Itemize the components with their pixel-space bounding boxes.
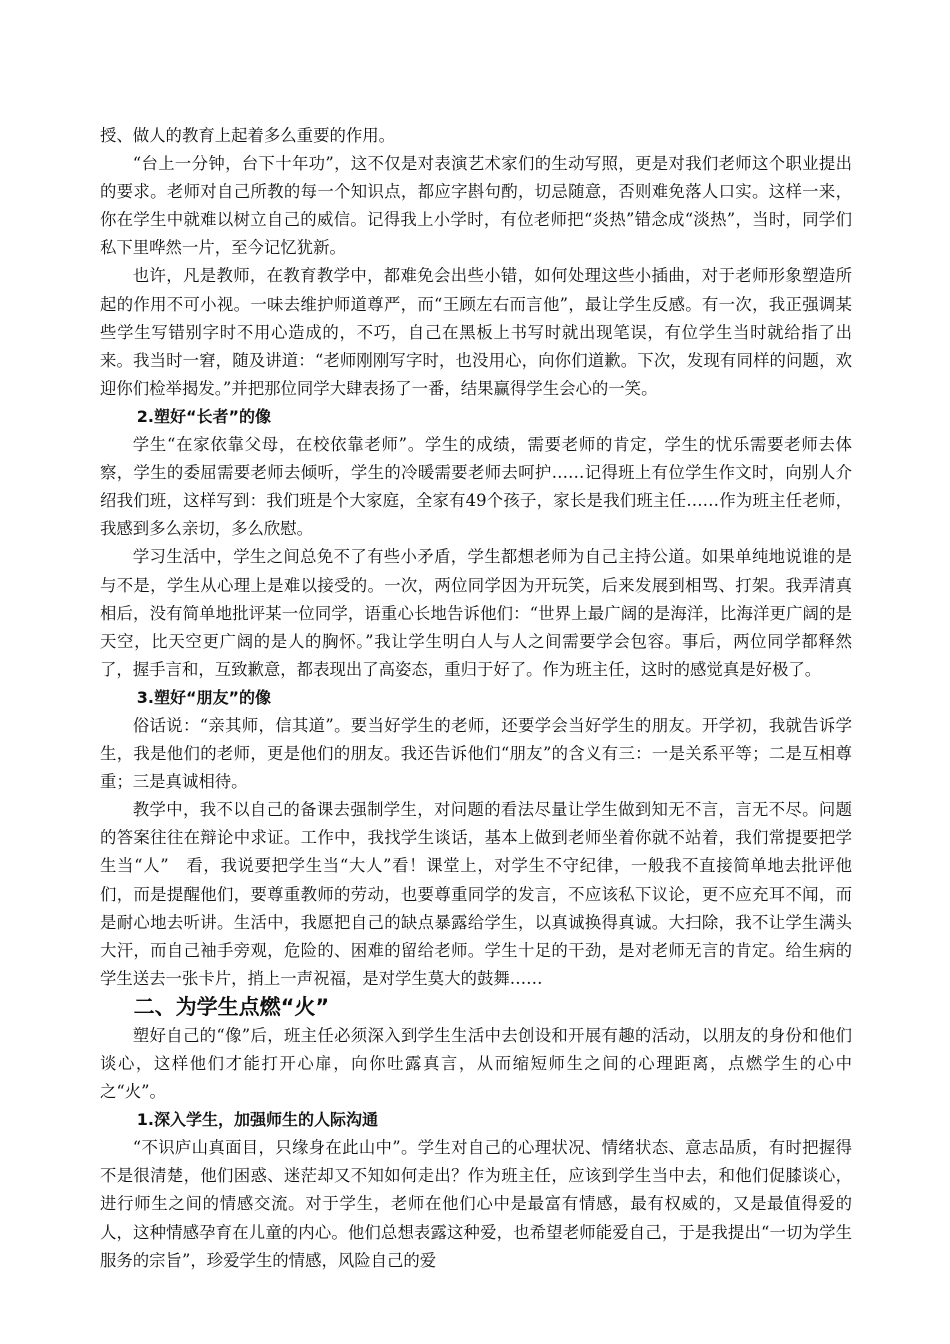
paragraph-3: 也许，凡是教师，在教育教学中，都难免会出些小错，如何处理这些小插曲，对于老师形象塑造所起的作用不可小视。一味去维护师道尊严，而“王顾左右而言他”，最让学生反感。有一次，我正强调某些学生写错别字时不用心造成的，不巧，自己在黑板上书写时就出现笔误，有位学生当时就给指了出来。我当时一窘，随及讲道：“老师刚刚写字时，也没用心，向你们道歉。下次，发现有同样的问题，欢迎你们检举揭发。”并把那位同学大肆表扬了一番，结果赢得学生会心的一笑。 <box>100 266 852 398</box>
paragraph-2: “台上一分钟，台下十年功”，这不仅是对表演艺术家们的生动写照，更是对我们老师这个职业提出的要求。老师对自己所教的每一个知识点，都应字斟句酌，切忌随意，否则难免落人口实。这样一来，你在学生中就难以树立自己的威信。记得我上小学时，有位老师把“炎热”错念成“淡热”，当时，同学们私下里哗然一片，至今记忆犹新。 <box>100 154 852 258</box>
paragraph-4: 学生“在家依靠父母，在校依靠老师”。学生的成绩，需要老师的肯定，学生的忧乐需要老师去体察，学生的委屈需要老师去倾听，学生的冷暖需要老师去呵护……记得班上有位学生作文时，向别人介绍我们班，这样写到：我们班是个大家庭，全家有49个孩子，家长是我们班主任……作为班主任老师，我感到多么亲切，多么欣慰。 <box>100 435 852 539</box>
subheading-2: 2.塑好“长者”的像 <box>136 406 272 426</box>
paragraph-8: 塑好自己的“像”后，班主任必须深入到学生生活中去创设和开展有趣的活动，以朋友的身份和他们谈心，这样他们才能打开心扉，向你吐露真言，从而缩短师生之间的心理距离，点燃学生的心中之“火”。 <box>100 1025 852 1102</box>
document-page <box>100 122 852 1275</box>
subheading-3: 3.塑好“朋友”的像 <box>136 687 272 707</box>
paragraph-7: 教学中，我不以自己的备课去强制学生，对问题的看法尽量让学生做到知无不言，言无不尽。问题的答案往往在辩论中求证。工作中，我找学生谈话，基本上做到老师坐着你就不站着，我们常提要把学生当“人” 看，我说要把学生当“大人”看！课堂上，对学生不守纪律，一般我不直接简单地去批评他们，而是提醒他们，要尊重教师的劳动，也要尊重同学的发言，不应该私下议论，更不应充耳不闻，而是耐心地去听讲。生活中，我愿把自己的缺点暴露给学生，以真诚换得真诚。大扫除，我不让学生满头大汗，而自己袖手旁观，危险的、困难的留给老师。学生十足的干劲，是对老师无言的肯定。给生病的学生送去一张卡片，捎上一声祝福，是对学生莫大的鼓舞…… <box>100 800 852 988</box>
paragraph-5: 学习生活中，学生之间总免不了有些小矛盾，学生都想老师为自己主持公道。如果单纯地说谁的是与不是，学生从心理上是难以接受的。一次，两位同学因为开玩笑，后来发展到相骂、打架。我弄清真相后，没有简单地批评某一位同学，语重心长地告诉他们：“世界上最广阔的是海洋，比海洋更广阔的是天空，比天空更广阔的是人的胸怀。”我让学生明白人与人之间需要学会包容。事后，两位同学都释然了，握手言和，互致歉意，都表现出了高姿态，重归于好了。作为班主任，这时的感觉真是好极了。 <box>100 547 852 679</box>
paragraph-9: “不识庐山真面目，只缘身在此山中”。学生对自己的心理状况、情绪状态、意志品质，有时把握得不是很清楚，他们困惑、迷茫却又不知如何走出？作为班主任，应该到学生当中去，和他们促膝谈心，进行师生之间的情感交流。对于学生，老师在他们心中是最富有情感，最有权威的，又是最值得爱的人，这种情感孕育在儿童的内心。他们总想表露这种爱，也希望老师能爱自己，于是我提出“一切为学生服务的宗旨”，珍爱学生的情感，风险自己的爱 <box>100 1138 852 1270</box>
section-heading-2: 二、为学生点燃“火” <box>133 994 330 1019</box>
subheading-1: 1.深入学生，加强师生的人际沟通 <box>136 1110 379 1130</box>
paragraph-6: 俗话说：“亲其师，信其道”。要当好学生的老师，还要学会当好学生的朋友。开学初，我就告诉学生，我是他们的老师，更是他们的朋友。我还告诉他们“朋友”的含义有三：一是关系平等；二是互相尊重；三是真诚相待。 <box>100 715 852 792</box>
paragraph-1: 授、做人的教育上起着多么重要的作用。 <box>100 126 396 145</box>
